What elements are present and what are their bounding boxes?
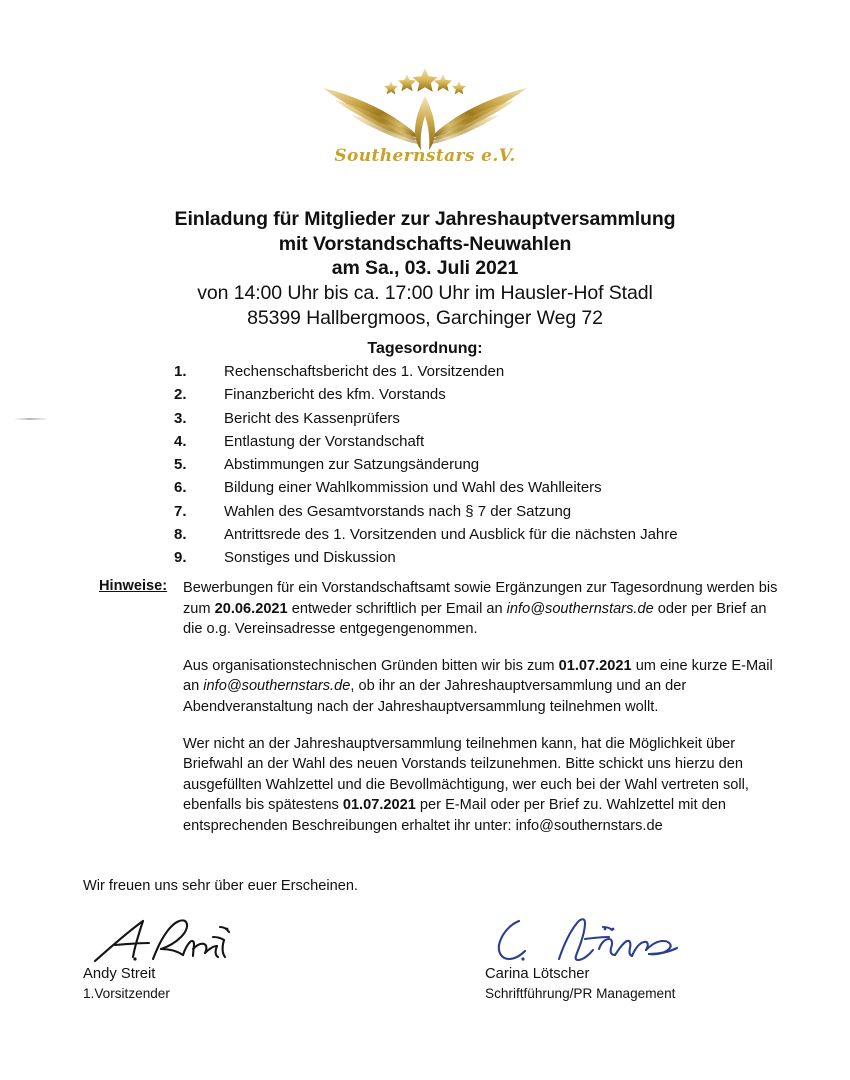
organization-logo bbox=[0, 66, 850, 178]
p3-part1: Wer nicht an der Jahreshauptversammlung teilnehmen kann, hat die Möglichkeit über Briefwahl an der Wahl des neuen Vorstands teilzunehmen. Bitte schickt uns hierzu den ausgefüllten Wahlzettel und die Bevollmächtigung, wer euch bei der Wahl vertreten soll, ebenfalls bis spätestens bbox=[183, 735, 749, 814]
agenda-item-number: 7. bbox=[174, 502, 187, 520]
signer-name: Andy Streit bbox=[83, 966, 156, 982]
notes-paragraph-2 bbox=[183, 656, 779, 718]
invitation-title-block bbox=[60, 207, 790, 332]
agenda-item-label: Bildung einer Wahlkommission und Wahl des Wahlleiters bbox=[224, 479, 602, 497]
agenda-item-number: 6. bbox=[174, 479, 187, 497]
winged-star-emblem-icon bbox=[315, 66, 535, 152]
agenda-item-label: Abstimmungen zur Satzungsänderung bbox=[224, 456, 480, 474]
title-line-2: mit Vorstandschafts-Neuwahlen bbox=[278, 232, 572, 255]
agenda-item-label: Sonstiges und Diskussion bbox=[224, 549, 396, 567]
agenda-item-number: 5. bbox=[174, 456, 187, 474]
agenda-item-number: 4. bbox=[174, 432, 187, 450]
signature-block-left bbox=[83, 915, 413, 1001]
agenda-item bbox=[174, 479, 774, 502]
p1-part2: entweder schriftlich per Email an bbox=[287, 600, 507, 617]
agenda-item bbox=[174, 433, 774, 456]
p1-part3: oder per Brief an die o.g. Vereinsadresse entgegengenommen. bbox=[183, 600, 767, 638]
agenda-item-number: 3. bbox=[174, 409, 187, 427]
closing-line: Wir freuen uns sehr über euer Erscheinen. bbox=[83, 878, 358, 894]
agenda-item-label: Finanzbericht des kfm. Vorstands bbox=[224, 386, 446, 404]
notes-paragraph-1 bbox=[183, 578, 779, 640]
agenda-item bbox=[174, 503, 774, 526]
title-line-5-address: 85399 Hallbergmoos, Garchinger Weg 72 bbox=[247, 307, 603, 329]
p2-deadline-date: 01.07.2021 bbox=[558, 657, 632, 674]
signer-role: 1.Vorsitzender bbox=[83, 986, 170, 1001]
handwritten-signature-icon bbox=[91, 915, 301, 965]
notes-body bbox=[183, 578, 779, 837]
p1-deadline-date: 20.06.2021 bbox=[214, 600, 288, 617]
p2-part1: Aus organisationstechnischen Gründen bitten wir bis zum bbox=[183, 657, 559, 674]
agenda-item bbox=[174, 526, 774, 549]
title-line-1: Einladung für Mitglieder zur Jahreshauptversammlung bbox=[174, 208, 676, 230]
p2-part3: , ob ihr an der Jahreshauptversammlung und an der Abendveranstaltung nach der Jahreshauptversammlung teilnehmen wollt. bbox=[183, 678, 687, 715]
logo-wordmark: Southernstars e.V. bbox=[334, 146, 516, 166]
agenda-item-number: 1. bbox=[174, 363, 187, 380]
signer-name: Carina Lötscher bbox=[485, 966, 590, 982]
scan-artifact-line bbox=[14, 418, 46, 420]
agenda-item-label: Antrittsrede des 1. Vorsitzenden und Ausblick für die nächsten Jahre bbox=[224, 526, 678, 544]
notes-section bbox=[99, 578, 779, 837]
agenda-item-label: Rechenschaftsbericht des 1. Vorsitzenden bbox=[224, 363, 505, 380]
title-line-4-time-venue: von 14:00 Uhr bis ca. 17:00 Uhr im Hausler-Hof Stadl bbox=[197, 281, 653, 304]
agenda-item-label: Bericht des Kassenprüfers bbox=[224, 409, 400, 427]
agenda-item bbox=[174, 549, 774, 572]
signer-role: Schriftführung/PR Management bbox=[485, 986, 676, 1001]
title-line-3-date: am Sa., 03. Juli 2021 bbox=[331, 257, 519, 279]
p2-part2: um eine kurze E-Mail an bbox=[183, 657, 773, 695]
agenda-heading: Tagesordnung: bbox=[367, 340, 483, 357]
agenda-item-number: 8. bbox=[174, 526, 187, 544]
signature-area bbox=[0, 915, 850, 1045]
agenda-item bbox=[174, 386, 774, 409]
p1-email: info@southernstars.de bbox=[506, 600, 654, 617]
p3-part2: per E-Mail oder per Brief zu. Wahlzettel mit den entsprechenden Beschreibungen erhaltet ihr unter: info@southernstars.de bbox=[183, 797, 726, 834]
p1-part1: Bewerbungen für ein Vorstandschaftsamt sowie Ergänzungen zur Tagesordnung werden bis zum bbox=[183, 580, 778, 617]
agenda-item bbox=[174, 410, 774, 433]
agenda-item-label: Entlastung der Vorstandschaft bbox=[224, 432, 425, 450]
agenda-item-number: 9. bbox=[174, 549, 187, 567]
signature-block-right bbox=[485, 915, 815, 1001]
p3-deadline-date: 01.07.2021 bbox=[342, 797, 416, 814]
handwritten-signature-icon bbox=[493, 915, 703, 965]
agenda-item-number: 2. bbox=[174, 386, 187, 404]
notes-paragraph-3 bbox=[183, 734, 779, 837]
agenda-item bbox=[174, 456, 774, 479]
agenda-item-label: Wahlen des Gesamtvorstands nach § 7 der Satzung bbox=[224, 502, 572, 520]
agenda-item bbox=[174, 363, 774, 386]
notes-label: Hinweise: bbox=[99, 578, 168, 594]
p2-email: info@southernstars.de bbox=[203, 678, 351, 695]
agenda-list bbox=[174, 363, 774, 573]
